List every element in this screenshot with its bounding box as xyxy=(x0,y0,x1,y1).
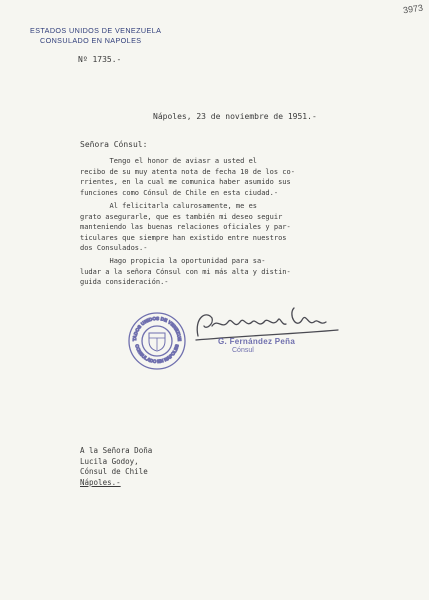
seal-bottom-text: CONSULADO EN NAPOLES xyxy=(134,343,180,365)
addressee-line-1: A la Señora Doña xyxy=(80,446,153,455)
body-paragraph-1: Tengo el honor de aviasr a usted el recibo de su muy atenta nota de fecha 10 de los co- rrientes, en la cual me comunica haber asumido sus funciones como Cónsul de Chile en esta ciudad.- xyxy=(80,157,295,197)
letter-date: Nápoles, 23 de noviembre de 1951.- xyxy=(153,112,317,121)
signer-name: G. Fernández Peña xyxy=(218,337,296,346)
letterhead xyxy=(30,26,161,46)
salutation: Señora Cónsul: xyxy=(80,140,148,149)
consulate-seal-stamp xyxy=(127,311,187,371)
seal-top-text: TADOS UNIDOS DE VENEZUE xyxy=(131,315,183,342)
letterhead-country: ESTADOS UNIDOS DE VENEZUELA xyxy=(30,26,162,35)
addressee-line-2: Lucila Godoy, xyxy=(80,456,139,466)
addressee-block xyxy=(80,446,152,488)
addressee-line-4: Nápoles.- xyxy=(80,477,121,487)
body-paragraph-3: Hago propicia la oportunidad para sa- ludar a la señora Cónsul con mi más alta y distin- guida consideración.- xyxy=(80,257,291,287)
archive-number-handwritten: 3973 xyxy=(402,2,424,16)
body-paragraph-2: Al felicitarla calurosamente, me es grato asegurarle, que es también mi deseo seguir manteniendo las buenas relaciones oficiales y par- ticulares que siempre han existido entre nuestros dos Consulados.- xyxy=(80,202,291,253)
signer-block xyxy=(218,337,295,354)
addressee-line-3: Cónsul de Chile xyxy=(80,467,148,477)
reference-number: Nº 1735.- xyxy=(78,55,122,64)
signer-title: Cónsul xyxy=(232,347,254,354)
letterhead-consulate: CONSULADO EN NAPOLES xyxy=(40,36,142,45)
seal-coat-of-arms xyxy=(149,333,165,351)
